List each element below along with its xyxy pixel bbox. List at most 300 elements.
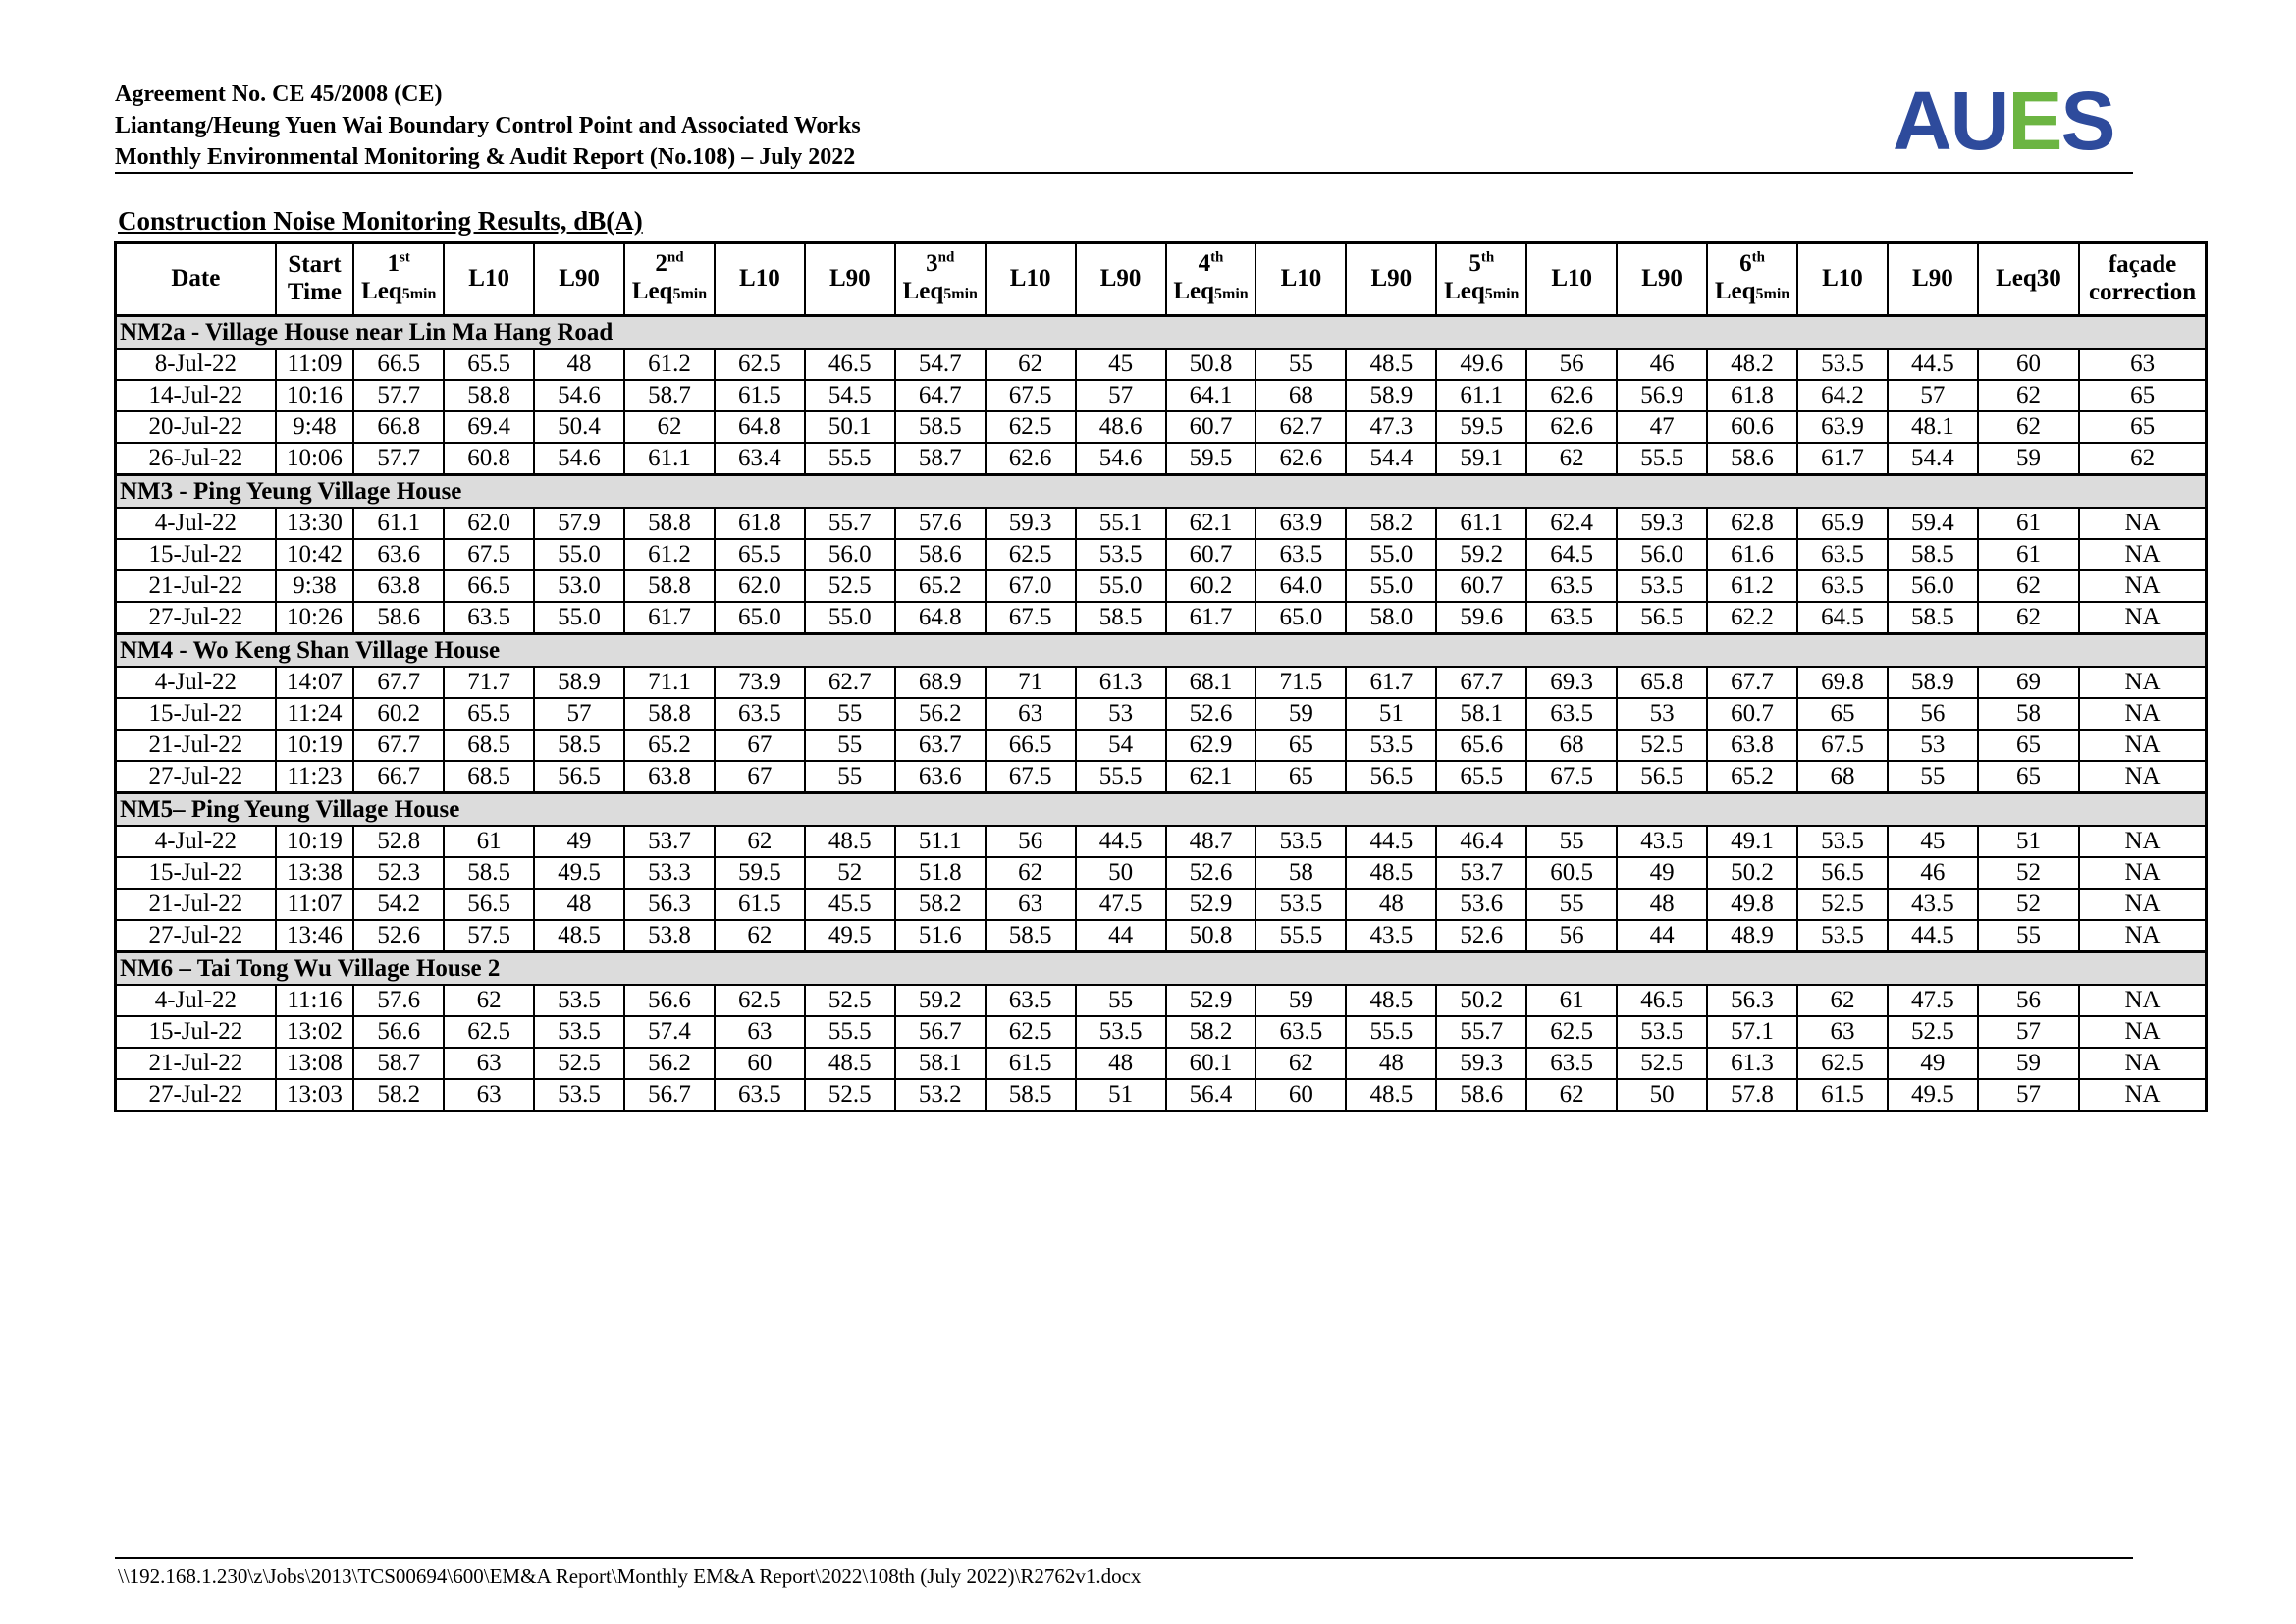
site-name: NM6 – Tai Tong Wu Village House 2	[116, 952, 2207, 986]
aues-logo	[1893, 77, 2113, 165]
table-cell: 52.9	[1166, 985, 1256, 1016]
table-cell: 4-Jul-22	[116, 826, 276, 857]
table-cell: 20-Jul-22	[116, 411, 276, 443]
table-row	[116, 508, 2207, 539]
table-cell: 49	[1617, 857, 1707, 889]
table-cell: 56.3	[624, 889, 715, 920]
table-cell: 55	[1526, 826, 1617, 857]
table-cell: 14-Jul-22	[116, 380, 276, 411]
table-cell: 60.2	[1166, 570, 1256, 602]
table-cell: 62.5	[444, 1016, 534, 1048]
table-cell: 52.5	[534, 1048, 624, 1079]
table-cell: 48	[1346, 889, 1436, 920]
table-cell: 53	[1617, 698, 1707, 730]
table-cell: 65.2	[624, 730, 715, 761]
table-cell: 55.5	[1255, 920, 1346, 952]
table-cell: 56.3	[1707, 985, 1797, 1016]
table-cell: 59	[1978, 443, 2079, 475]
table-cell: 58.9	[1888, 667, 1978, 698]
table-cell: 68.5	[444, 761, 534, 793]
table-cell: 59	[1255, 985, 1346, 1016]
table-cell: 62	[715, 920, 805, 952]
table-cell: 62.5	[986, 539, 1076, 570]
table-cell: 61.5	[986, 1048, 1076, 1079]
table-cell: 8-Jul-22	[116, 349, 276, 380]
table-cell: 63.8	[1707, 730, 1797, 761]
col-l10-2: L10	[715, 243, 805, 316]
table-cell: 48	[534, 889, 624, 920]
table-cell: 61	[1526, 985, 1617, 1016]
table-cell: 58.8	[624, 698, 715, 730]
table-cell: 61.1	[353, 508, 444, 539]
table-cell: 58.2	[895, 889, 986, 920]
table-cell: 55.5	[1076, 761, 1166, 793]
table-cell: 63.5	[986, 985, 1076, 1016]
table-cell: 58.8	[624, 570, 715, 602]
table-cell: 68.5	[444, 730, 534, 761]
table-cell: 62.6	[1526, 380, 1617, 411]
table-cell: 56.5	[1346, 761, 1436, 793]
table-cell: 67.7	[1707, 667, 1797, 698]
table-cell: 46.5	[1617, 985, 1707, 1016]
table-cell: 64.7	[895, 380, 986, 411]
table-cell: 65	[1978, 761, 2079, 793]
table-cell: 53.5	[1255, 889, 1346, 920]
table-cell: 62	[1978, 411, 2079, 443]
table-cell: 62.5	[1797, 1048, 1888, 1079]
table-cell: 55.0	[534, 602, 624, 634]
table-cell: 63.4	[715, 443, 805, 475]
table-cell: 58.7	[895, 443, 986, 475]
table-cell: 61.5	[715, 380, 805, 411]
table-cell: 58.7	[353, 1048, 444, 1079]
table-header-row	[116, 243, 2207, 316]
table-cell: 65.9	[1797, 508, 1888, 539]
table-cell: 47	[1617, 411, 1707, 443]
table-cell: 59.4	[1888, 508, 1978, 539]
table-cell: 53.5	[534, 985, 624, 1016]
table-cell: 56.6	[353, 1016, 444, 1048]
table-cell: 56.5	[534, 761, 624, 793]
table-cell: 71.1	[624, 667, 715, 698]
site-header-row	[116, 952, 2207, 986]
table-cell: 65.2	[895, 570, 986, 602]
table-cell: 54.4	[1888, 443, 1978, 475]
table-cell: 10:19	[276, 730, 354, 761]
table-cell: 44.5	[1888, 920, 1978, 952]
table-cell: 58	[1978, 698, 2079, 730]
table-cell: 55.5	[805, 443, 895, 475]
table-cell: NA	[2079, 667, 2206, 698]
table-cell: 56.9	[1617, 380, 1707, 411]
site-name: NM4 - Wo Keng Shan Village House	[116, 634, 2207, 668]
table-cell: 62.9	[1166, 730, 1256, 761]
table-cell: 48	[1346, 1048, 1436, 1079]
table-cell: 57	[1978, 1016, 2079, 1048]
table-cell: 60.8	[444, 443, 534, 475]
table-cell: 49.8	[1707, 889, 1797, 920]
table-row	[116, 443, 2207, 475]
table-cell: 54.6	[534, 443, 624, 475]
table-cell: 52.5	[1617, 1048, 1707, 1079]
header-divider	[115, 172, 2133, 174]
table-cell: 57	[1888, 380, 1978, 411]
table-cell: 26-Jul-22	[116, 443, 276, 475]
table-cell: 62	[1526, 443, 1617, 475]
table-cell: 63.5	[715, 698, 805, 730]
table-cell: 10:06	[276, 443, 354, 475]
table-cell: 14:07	[276, 667, 354, 698]
table-cell: 62	[2079, 443, 2206, 475]
table-cell: 51.1	[895, 826, 986, 857]
logo-text-s: S	[2060, 75, 2114, 167]
table-cell: 52.8	[353, 826, 444, 857]
table-cell: 58.6	[895, 539, 986, 570]
table-cell: 57.4	[624, 1016, 715, 1048]
table-cell: 62.5	[1526, 1016, 1617, 1048]
table-cell: 52.6	[353, 920, 444, 952]
table-cell: 51	[1978, 826, 2079, 857]
table-cell: 63.7	[895, 730, 986, 761]
table-cell: 65.5	[444, 698, 534, 730]
table-cell: 50.1	[805, 411, 895, 443]
table-cell: 55	[1888, 761, 1978, 793]
table-cell: 71.5	[1255, 667, 1346, 698]
table-cell: 53.5	[534, 1079, 624, 1111]
table-cell: 65.5	[1436, 761, 1526, 793]
table-cell: 69.8	[1797, 667, 1888, 698]
table-cell: 57.1	[1707, 1016, 1797, 1048]
table-cell: 58.7	[624, 380, 715, 411]
table-cell: 11:09	[276, 349, 354, 380]
table-cell: 4-Jul-22	[116, 985, 276, 1016]
table-cell: 46	[1888, 857, 1978, 889]
site-name: NM5– Ping Yeung Village House	[116, 793, 2207, 827]
table-cell: 58	[1255, 857, 1346, 889]
table-cell: 53.3	[624, 857, 715, 889]
table-cell: 62.1	[1166, 761, 1256, 793]
table-row	[116, 1079, 2207, 1111]
table-cell: 43.5	[1346, 920, 1436, 952]
table-cell: 62.0	[444, 508, 534, 539]
table-cell: 61.1	[624, 443, 715, 475]
table-cell: 49.5	[1888, 1079, 1978, 1111]
table-cell: 67.5	[986, 380, 1076, 411]
table-cell: 55	[1978, 920, 2079, 952]
site-header-row	[116, 634, 2207, 668]
table-row	[116, 667, 2207, 698]
table-cell: 64.0	[1255, 570, 1346, 602]
table-cell: 10:16	[276, 380, 354, 411]
table-cell: 48.5	[805, 1048, 895, 1079]
table-cell: 62	[624, 411, 715, 443]
table-cell: 55.0	[805, 602, 895, 634]
table-cell: NA	[2079, 508, 2206, 539]
table-cell: 53.5	[1797, 349, 1888, 380]
table-cell: 15-Jul-22	[116, 1016, 276, 1048]
table-cell: 55.5	[805, 1016, 895, 1048]
table-cell: 10:26	[276, 602, 354, 634]
table-cell: 63	[2079, 349, 2206, 380]
table-cell: 46.5	[805, 349, 895, 380]
table-cell: 59.3	[986, 508, 1076, 539]
table-cell: 63.8	[353, 570, 444, 602]
table-cell: 53	[1888, 730, 1978, 761]
table-cell: 45	[1888, 826, 1978, 857]
table-cell: 55.1	[1076, 508, 1166, 539]
table-cell: 62.6	[986, 443, 1076, 475]
report-header	[115, 79, 2133, 173]
table-cell: 69.3	[1526, 667, 1617, 698]
footer-divider	[115, 1557, 2133, 1559]
table-cell: 61.1	[1436, 508, 1526, 539]
table-cell: 53.7	[1436, 857, 1526, 889]
table-cell: 55	[1076, 985, 1166, 1016]
table-cell: 53.5	[1797, 920, 1888, 952]
table-cell: 51.8	[895, 857, 986, 889]
table-row	[116, 730, 2207, 761]
table-cell: 62	[715, 826, 805, 857]
table-cell: 55.0	[534, 539, 624, 570]
noise-results-table	[114, 241, 2208, 1112]
table-cell: 65.5	[444, 349, 534, 380]
table-cell: 53.5	[1346, 730, 1436, 761]
table-cell: NA	[2079, 826, 2206, 857]
table-body	[116, 316, 2207, 1111]
table-row	[116, 826, 2207, 857]
col-l90-1: L90	[534, 243, 624, 316]
table-cell: 58.5	[534, 730, 624, 761]
table-cell: NA	[2079, 1079, 2206, 1111]
table-cell: 13:08	[276, 1048, 354, 1079]
table-cell: 62	[1526, 1079, 1617, 1111]
table-cell: 68	[1797, 761, 1888, 793]
table-cell: 54.5	[805, 380, 895, 411]
table-cell: 53.5	[1797, 826, 1888, 857]
table-cell: 64.5	[1797, 602, 1888, 634]
table-row	[116, 920, 2207, 952]
table-cell: 58.1	[895, 1048, 986, 1079]
table-cell: 48	[534, 349, 624, 380]
table-cell: 58.9	[534, 667, 624, 698]
table-cell: 54.2	[353, 889, 444, 920]
table-row	[116, 1016, 2207, 1048]
table-cell: 50.8	[1166, 349, 1256, 380]
agreement-number: Agreement No. CE 45/2008 (CE)	[115, 81, 443, 107]
table-cell: 59.2	[1436, 539, 1526, 570]
table-cell: 10:19	[276, 826, 354, 857]
table-row	[116, 857, 2207, 889]
table-row	[116, 349, 2207, 380]
table-cell: 50.4	[534, 411, 624, 443]
table-cell: 52.5	[805, 1079, 895, 1111]
table-cell: 56	[1888, 698, 1978, 730]
table-cell: 62.4	[1526, 508, 1617, 539]
table-cell: 54.7	[895, 349, 986, 380]
table-cell: 55	[1526, 889, 1617, 920]
table-cell: 66.5	[986, 730, 1076, 761]
table-cell: 56.0	[1888, 570, 1978, 602]
table-cell: 27-Jul-22	[116, 920, 276, 952]
report-title: Monthly Environmental Monitoring & Audit Report (No.108) – July 2022	[115, 144, 856, 170]
table-cell: 50.2	[1707, 857, 1797, 889]
table-cell: 63.5	[444, 602, 534, 634]
logo-text-au: AU	[1893, 75, 2008, 167]
table-cell: 59.5	[1436, 411, 1526, 443]
table-cell: 13:46	[276, 920, 354, 952]
table-cell: 15-Jul-22	[116, 857, 276, 889]
table-cell: 56.5	[1617, 761, 1707, 793]
table-cell: 62	[1978, 602, 2079, 634]
table-cell: 62.5	[986, 411, 1076, 443]
logo-text-e: E	[2007, 75, 2061, 167]
table-cell: 68	[1255, 380, 1346, 411]
table-cell: 63.5	[1255, 539, 1346, 570]
table-cell: 56.2	[895, 698, 986, 730]
table-cell: 64.8	[895, 602, 986, 634]
table-cell: 59.6	[1436, 602, 1526, 634]
col-date: Date	[116, 243, 276, 316]
table-cell: 63.8	[624, 761, 715, 793]
table-cell: 63.6	[895, 761, 986, 793]
table-cell: 58.1	[1436, 698, 1526, 730]
table-row	[116, 380, 2207, 411]
table-cell: 63	[986, 889, 1076, 920]
table-cell: 56.7	[895, 1016, 986, 1048]
table-cell: 21-Jul-22	[116, 889, 276, 920]
table-cell: 59.3	[1436, 1048, 1526, 1079]
table-cell: 62.7	[1255, 411, 1346, 443]
table-cell: 50	[1076, 857, 1166, 889]
table-cell: 58.2	[353, 1079, 444, 1111]
table-cell: 59.3	[1617, 508, 1707, 539]
table-cell: 71.7	[444, 667, 534, 698]
table-cell: 65.8	[1617, 667, 1707, 698]
table-row	[116, 698, 2207, 730]
table-cell: 57.7	[353, 443, 444, 475]
table-cell: NA	[2079, 889, 2206, 920]
table-cell: 69.4	[444, 411, 534, 443]
table-cell: 63	[715, 1016, 805, 1048]
table-cell: 62.6	[1526, 411, 1617, 443]
table-cell: 67.5	[1526, 761, 1617, 793]
table-cell: 62.7	[805, 667, 895, 698]
col-l90-5: L90	[1617, 243, 1707, 316]
table-cell: 46	[1617, 349, 1707, 380]
table-cell: NA	[2079, 602, 2206, 634]
col-l90-6: L90	[1888, 243, 1978, 316]
table-cell: 53	[1076, 698, 1166, 730]
col-start-time: Start Time	[276, 243, 354, 316]
table-cell: 13:02	[276, 1016, 354, 1048]
table-row	[116, 539, 2207, 570]
table-cell: 61.2	[624, 539, 715, 570]
table-cell: 48.7	[1166, 826, 1256, 857]
table-cell: 56.6	[624, 985, 715, 1016]
table-cell: 63.9	[1797, 411, 1888, 443]
table-cell: 63.9	[1255, 508, 1346, 539]
table-cell: 21-Jul-22	[116, 730, 276, 761]
table-cell: 61	[444, 826, 534, 857]
table-row	[116, 889, 2207, 920]
table-cell: 65.5	[715, 539, 805, 570]
table-cell: 48.5	[805, 826, 895, 857]
table-cell: 58.8	[624, 508, 715, 539]
table-cell: 65.2	[1707, 761, 1797, 793]
table-cell: 53.5	[1617, 570, 1707, 602]
table-cell: 64.8	[715, 411, 805, 443]
table-row	[116, 1048, 2207, 1079]
table-cell: 49.1	[1707, 826, 1797, 857]
table-cell: 63.5	[1526, 698, 1617, 730]
table-cell: 56.5	[1797, 857, 1888, 889]
table-cell: 55.5	[1617, 443, 1707, 475]
table-cell: 47.3	[1346, 411, 1436, 443]
table-cell: 49.6	[1436, 349, 1526, 380]
table-cell: 57	[1076, 380, 1166, 411]
table-cell: 62.5	[715, 349, 805, 380]
table-cell: 46.4	[1436, 826, 1526, 857]
footer-file-path: \\192.168.1.230\z\Jobs\2013\TCS00694\600\EM&A Report\Monthly EM&A Report\2022\108th (July 2022)\R2762v1.docx	[118, 1564, 1142, 1588]
table-cell: 60.7	[1166, 411, 1256, 443]
table-row	[116, 411, 2207, 443]
table-cell: NA	[2079, 1016, 2206, 1048]
table-cell: 55	[805, 730, 895, 761]
table-cell: 61.8	[715, 508, 805, 539]
table-cell: 57.6	[353, 985, 444, 1016]
table-cell: 61.7	[1797, 443, 1888, 475]
table-cell: 11:23	[276, 761, 354, 793]
table-cell: 48	[1076, 1048, 1166, 1079]
table-cell: 65	[1255, 761, 1346, 793]
table-cell: 56.5	[444, 889, 534, 920]
table-cell: 66.5	[444, 570, 534, 602]
table-cell: 56.4	[1166, 1079, 1256, 1111]
table-cell: 65	[1978, 730, 2079, 761]
table-cell: 64.2	[1797, 380, 1888, 411]
table-cell: 67.5	[986, 761, 1076, 793]
table-cell: 55.0	[1346, 539, 1436, 570]
table-cell: 66.5	[353, 349, 444, 380]
table-cell: 43.5	[1888, 889, 1978, 920]
table-cell: 55.7	[1436, 1016, 1526, 1048]
table-cell: 55.7	[805, 508, 895, 539]
table-cell: 65.0	[1255, 602, 1346, 634]
table-cell: 48.9	[1707, 920, 1797, 952]
table-cell: NA	[2079, 761, 2206, 793]
table-cell: 44.5	[1076, 826, 1166, 857]
table-cell: 49.5	[534, 857, 624, 889]
table-cell: 67	[715, 730, 805, 761]
table-cell: 56	[1526, 920, 1617, 952]
col-l90-2: L90	[805, 243, 895, 316]
table-cell: 58.5	[895, 411, 986, 443]
table-cell: 27-Jul-22	[116, 602, 276, 634]
table-cell: 65.6	[1436, 730, 1526, 761]
table-cell: 61.3	[1076, 667, 1166, 698]
table-cell: 52.6	[1436, 920, 1526, 952]
table-cell: 71	[986, 667, 1076, 698]
table-cell: 58.8	[444, 380, 534, 411]
table-cell: 61.5	[1797, 1079, 1888, 1111]
table-cell: 73.9	[715, 667, 805, 698]
table-cell: 65	[1255, 730, 1346, 761]
table-cell: 67.5	[986, 602, 1076, 634]
table-cell: 60	[1255, 1079, 1346, 1111]
table-cell: 60.7	[1166, 539, 1256, 570]
table-row	[116, 985, 2207, 1016]
col-l10-5: L10	[1526, 243, 1617, 316]
